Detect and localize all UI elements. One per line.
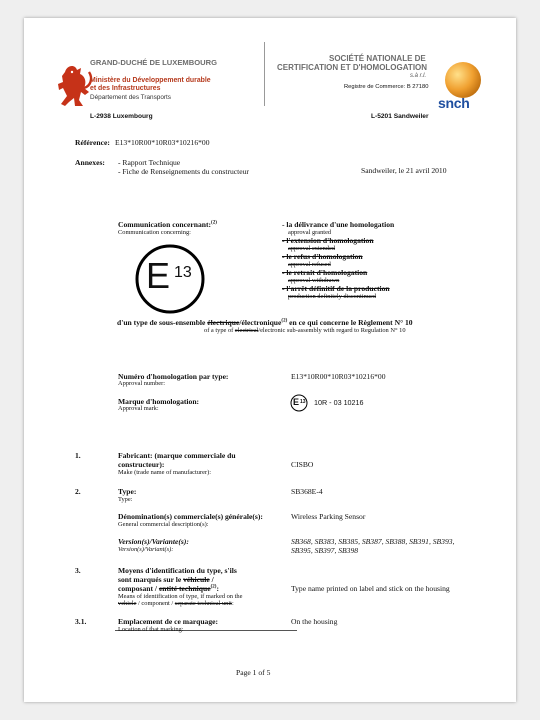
annexes-label: Annexes: xyxy=(75,158,105,167)
legal-form: s.à r.l. xyxy=(410,73,427,79)
approval-number-value: E13*10R00*10R03*10216*00 xyxy=(291,372,386,381)
section-3-1-sublabel: Location of that marking: xyxy=(118,626,184,633)
versions-sublabel: Version(s)/Variant(s): xyxy=(118,546,174,553)
ministry-line1: Ministère du Développement durable xyxy=(90,77,211,84)
annex-item-1: - Rapport Technique xyxy=(118,158,181,167)
header-divider xyxy=(264,42,265,106)
section-3-label-line1: Moyens d'identification du type, s'ils xyxy=(118,566,237,575)
commercial-description-label: Dénomination(s) commerciale(s) générale(s): xyxy=(118,512,263,521)
option-2: - l'extension d'homologation xyxy=(282,236,374,245)
approval-mark-value: 10R - 03 10216 xyxy=(314,398,364,407)
country-name: GRAND-DUCHÉ DE LUXEMBOURG xyxy=(90,58,217,67)
option-1: - la délivrance d'une homologation xyxy=(282,220,395,229)
versions-value-line2: SB395, SB397, SB398 xyxy=(291,546,359,555)
postal-right: L-5201 Sandweiler xyxy=(371,113,429,120)
department-name: Département des Transports xyxy=(90,94,171,101)
document-page xyxy=(24,18,516,702)
option-5-en: production definitely discontinued xyxy=(288,293,377,300)
ministry-line2: et des Infrastructures xyxy=(90,85,161,92)
annex-item-2: - Fiche de Renseignements du constructeur xyxy=(118,167,249,176)
section-3-1-value: On the housing xyxy=(291,617,338,626)
subassembly-statement-en: of a type of electrical/electronic sub-assembly with regard to Regulation N° 10 xyxy=(204,327,406,334)
approval-mark-sublabel: Approval mark: xyxy=(118,405,159,412)
option-1-en: approval granted xyxy=(288,229,332,236)
option-4: - le retrait d'homologation xyxy=(282,268,368,277)
e13-small-mark-letter: E xyxy=(293,397,300,407)
communication-sublabel: Communication concerning: xyxy=(118,229,191,236)
versions-label: Version(s)/Variante(s): xyxy=(118,537,189,546)
option-3-en: approval refused xyxy=(288,261,331,268)
section-3-number: 3. xyxy=(75,566,81,575)
section-2-value: SB368E-4 xyxy=(291,487,323,496)
section-2-number: 2. xyxy=(75,487,81,496)
approval-number-sublabel: Approval number: xyxy=(118,380,166,387)
section-1-value: CISBO xyxy=(291,460,314,469)
snch-logo-text: snch xyxy=(438,95,470,111)
e13-small-mark-number: 13 xyxy=(300,399,306,405)
section-3-label-line2: sont marqués sur le véhicule / xyxy=(118,575,214,584)
org-name-line2: CERTIFICATION ET D'HOMOLOGATION xyxy=(277,63,428,72)
option-3: - le refus d'homologation xyxy=(282,252,363,261)
option-4-en: approval withdrawn xyxy=(288,277,340,284)
e13-mark-number: 13 xyxy=(174,264,192,281)
communication-label: Communication concernant:$^{(2)}$ xyxy=(118,220,217,229)
commercial-description-sublabel: General commercial description(s): xyxy=(118,521,209,528)
section-3-1-number: 3.1. xyxy=(75,617,87,626)
page-number: Page 1 of 5 xyxy=(236,668,271,677)
e13-mark-letter: E xyxy=(146,255,171,296)
reference-label: Référence: xyxy=(75,138,110,147)
option-2-en: approval extended xyxy=(288,245,336,252)
option-5: - l'arrêt définitif de la production xyxy=(282,284,390,293)
section-3-sublabel-line2: vehicle / component / separate technical unit: xyxy=(118,600,234,607)
commercial-description-value: Wireless Parking Sensor xyxy=(291,512,366,521)
section-3-label-line3: composant / entité technique$^{(2)}$: xyxy=(118,584,219,593)
section-3-1-label: Emplacement de ce marquage: xyxy=(118,617,219,626)
section-1-number: 1. xyxy=(75,451,81,460)
reference-value: E13*10R00*10R03*10216*00 xyxy=(115,138,210,147)
org-name-line1: SOCIÉTÉ NATIONALE DE xyxy=(329,54,426,63)
approval-mark-label: Marque d'homologation: xyxy=(118,397,200,406)
section-2-label: Type: xyxy=(118,487,137,496)
section-1-label-line2: constructeur): xyxy=(118,460,165,469)
section-2-sublabel: Type: xyxy=(118,496,133,503)
section-3-value: Type name printed on label and stick on the housing xyxy=(291,584,450,593)
section-3-sublabel-line1: Means of identification of type, if marked on the xyxy=(118,593,243,600)
place-date: Sandweiler, le 21 avril 2010 xyxy=(361,166,447,175)
section-1-sublabel: Make (trade name of manufacturer): xyxy=(118,469,211,476)
subassembly-statement: d'un type de sous-ensemble électrique/électronique$^{(2)}$ en ce qui concerne le Règlement N° 10 xyxy=(117,318,413,327)
versions-value-line1: SB368, SB383, SB385, SB387, SB388, SB391, SB393, xyxy=(291,537,455,546)
postal-left: L-2938 Luxembourg xyxy=(90,113,153,120)
approval-number-label: Numéro d'homologation par type: xyxy=(118,372,229,381)
registry-number: Registre de Commerce: B 27180 xyxy=(344,84,429,90)
section-1-label-line1: Fabricant: (marque commerciale du xyxy=(118,451,236,460)
